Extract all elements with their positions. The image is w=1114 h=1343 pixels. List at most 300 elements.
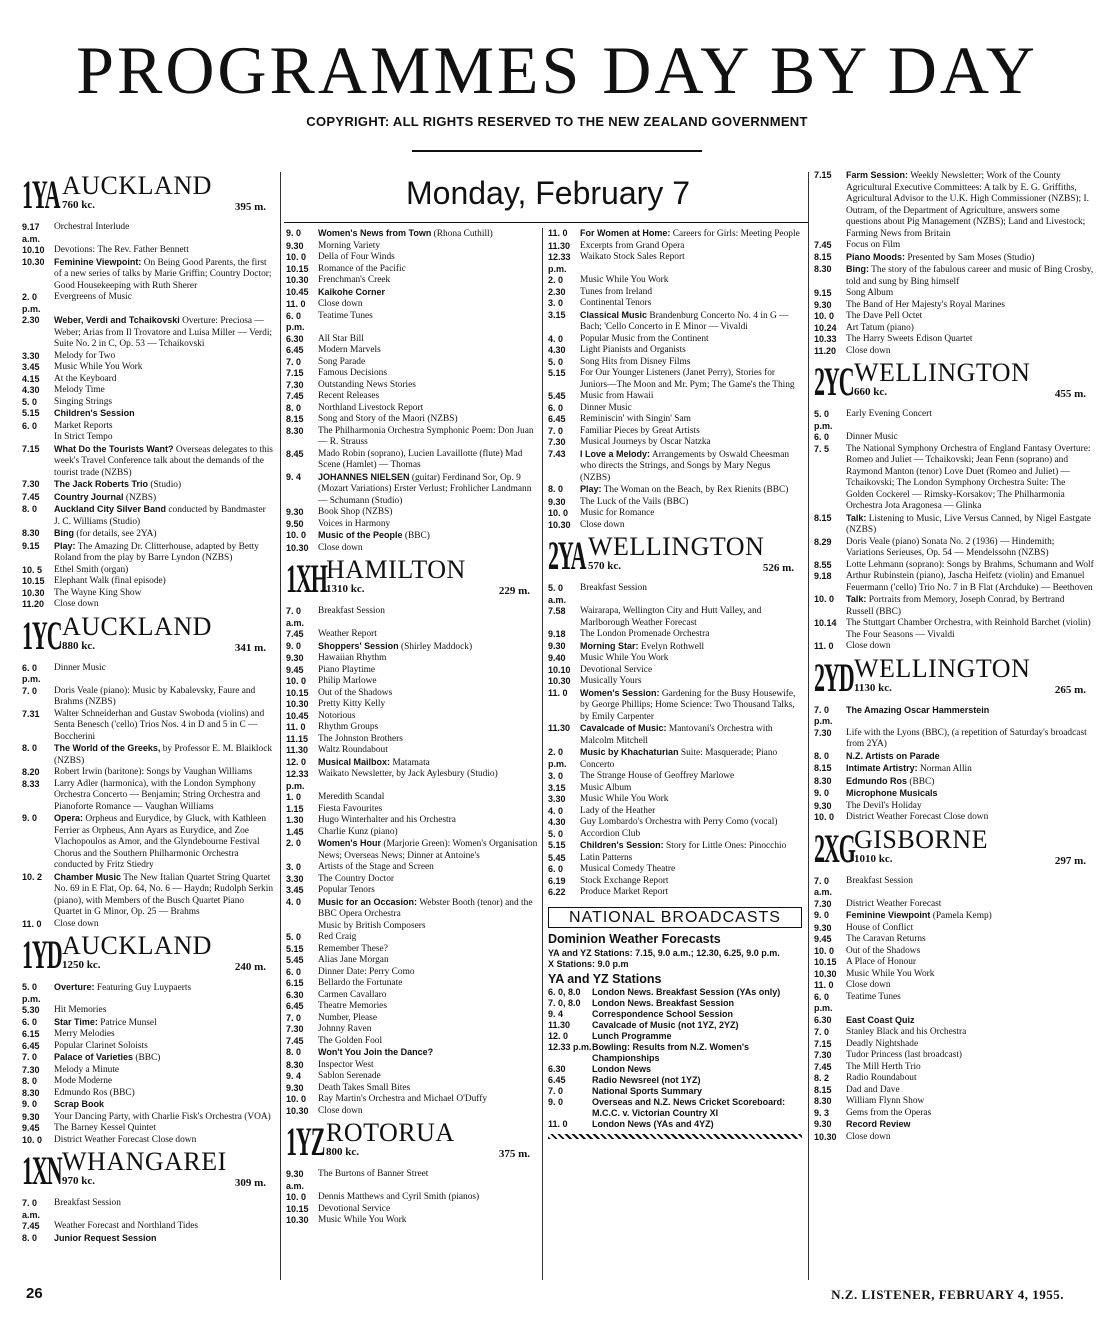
programme-title: Excerpts from Grand Opera: [580, 240, 685, 251]
programme-time: 8. 0: [814, 750, 830, 761]
programme-title: Ray Martin's Orchestra and Michael O'Duffy: [318, 1094, 488, 1104]
programme-time: 8. 0: [286, 402, 302, 413]
programme-time: 6. 0: [286, 966, 302, 977]
programme-time: 10.30: [548, 676, 571, 686]
column-divider: [542, 228, 543, 1280]
programme-title: Tudor Princess (last broadcast): [846, 1050, 963, 1060]
programme-time: 10. 0: [286, 530, 307, 540]
programme-entry: [814, 311, 1094, 323]
station-wavelength: 341 m.: [234, 641, 266, 654]
national-entry: [548, 1009, 802, 1020]
programme-title: Breakfast Session: [846, 875, 913, 886]
programme-time: 9. 0: [548, 1097, 564, 1107]
national-entry: [548, 1086, 802, 1097]
programme-title: In Strict Tempo: [54, 432, 113, 442]
station-wavelength: 297 m.: [1054, 854, 1086, 867]
issue-line: N.Z. LISTENER, FEBRUARY 4, 1955.: [831, 1287, 1064, 1302]
programme-time: 7.30: [814, 727, 832, 738]
programme-time: 8.15: [286, 414, 304, 424]
programme-time: 7.15: [814, 1038, 832, 1049]
programme-time: 4.30: [548, 817, 566, 827]
programme-time: 10.30: [22, 587, 45, 598]
programme-title: Death Takes Small Bites: [318, 1082, 411, 1093]
header-rule: [412, 150, 702, 152]
programme-entry: [548, 794, 802, 806]
programme-title: Close down: [846, 1131, 891, 1142]
programme-time: 9.15: [22, 540, 40, 551]
programme-time: 6. 0: [548, 402, 564, 413]
programme-time: 8.20: [22, 767, 40, 777]
programme-title: London News. Breakfast Session (YAs only): [592, 987, 781, 997]
programme-entry: [548, 829, 802, 841]
programme-title: Carmen Cavallaro: [318, 989, 387, 1000]
programme-title: The Amazing Oscar Hammerstein: [846, 704, 990, 715]
programme-title: Philip Marlowe: [318, 676, 377, 686]
programme-title: Microphone Musicals: [846, 788, 938, 798]
forecast-times: YA and YZ Stations: 7.15, 9.0 a.m.; 12.30, 6.25, 9.0 p.m.: [548, 947, 780, 958]
programme-entry: [286, 921, 538, 933]
station-city: WELLINGTON: [588, 532, 765, 561]
day-title: Monday, February 7: [406, 175, 690, 211]
programme-title: Market Reports: [54, 420, 113, 431]
station-call-sign: 1YD: [22, 932, 62, 977]
station-city: AUCKLAND: [62, 611, 212, 641]
programme-title: Voices in Harmony: [318, 518, 391, 529]
programme-entry: [286, 1001, 538, 1013]
programme-title: Johnny Raven: [318, 1024, 372, 1034]
programme-entry: [814, 537, 1094, 560]
programme-time: 8. 0: [22, 1232, 38, 1243]
programme-title: The Dave Pell Octet: [846, 311, 923, 321]
programme-entry: [548, 653, 802, 665]
programme-entry: [286, 874, 538, 886]
programme-title: Country Journal (NZBS): [54, 491, 157, 503]
programme-title: Out of the Shadows: [846, 945, 921, 956]
programme-title: The Golden Fool: [318, 1035, 383, 1046]
programme-entry: [286, 1083, 538, 1095]
programme-entry: [286, 1192, 538, 1204]
programme-time: 12.33 p.m.: [286, 769, 309, 791]
programme-entry: [22, 663, 274, 686]
programme-title: Fiesta Favourites: [318, 803, 383, 814]
programme-time: 1.45: [286, 826, 304, 837]
programme-title: The Caravan Returns: [846, 934, 926, 944]
station-frequency: 570 kc.: [588, 560, 621, 572]
programme-time: 11.20: [814, 345, 837, 356]
programme-entry: [814, 1039, 1094, 1051]
programme-title: The Wayne King Show: [54, 587, 142, 598]
programme-entry: [286, 838, 538, 862]
programme-entry: [548, 817, 802, 829]
programme-title: Music While You Work: [54, 362, 143, 372]
programme-entry: [286, 955, 538, 967]
programme-time: 9. 4: [548, 1009, 564, 1019]
programme-time: 8. 0: [22, 1076, 38, 1086]
programme-entry: [286, 1169, 538, 1192]
programme-title: Life with the Lyons (BBC), (a repetition of Saturday's broadcast from 2YA): [846, 727, 1087, 749]
programme-entry: [548, 252, 802, 275]
programme-time: 5. 0: [286, 932, 302, 942]
programme-entry: [814, 264, 1094, 288]
programme-entry: [286, 629, 538, 641]
programme-entry: [548, 864, 802, 876]
programme-title: Music by Khachaturian Suite: Masquerade; Piano Concerto: [580, 747, 778, 770]
programme-title: Robert Irwin (baritone): Songs by Vaughan Williams: [54, 767, 253, 777]
programme-time: 10.24: [814, 322, 837, 333]
programme-entry: [548, 876, 802, 888]
programme-title: Music While You Work: [318, 1215, 407, 1225]
programme-entry: [814, 571, 1094, 594]
programme-time: 9. 0: [22, 1099, 38, 1109]
programme-title: Guy Lombardo's Orchestra with Perry Como (vocal): [580, 817, 778, 827]
programme-title: A Place of Honour: [846, 957, 917, 967]
programme-entry: [548, 368, 802, 391]
station-header-1ya: [22, 172, 274, 220]
programme-time: 10.30: [814, 1131, 837, 1142]
programme-time: 8. 0: [22, 504, 38, 514]
programme-title: The Harry Sweets Edison Quartet: [846, 334, 973, 344]
station-header-1yd: [22, 932, 274, 980]
programme-entry: [286, 334, 538, 346]
programme-title: William Flynn Show: [846, 1096, 925, 1106]
programme-entry: [548, 310, 802, 334]
programme-title: London News. Breakfast Session: [592, 998, 735, 1008]
programme-title: London News (YAs and 4YZ): [592, 1119, 714, 1129]
station-frequency: 1130 kc.: [854, 681, 892, 694]
programme-time: 7. 0: [814, 1027, 830, 1037]
programme-time: 8. 0: [548, 484, 564, 494]
programme-title: Weather Forecast and Northland Tides: [54, 1221, 199, 1231]
programme-title: Your Dancing Party, with Charlie Fisk's Orchestra (VOA): [54, 1111, 271, 1122]
programme-time: 7.30: [814, 1050, 832, 1060]
programme-time: 9.30: [286, 507, 304, 517]
programme-time: 6. 0 p.m.: [22, 662, 41, 684]
programme-entry: [22, 686, 274, 709]
programme-time: 8.30: [286, 425, 304, 436]
column-divider: [808, 172, 809, 1280]
programme-time: 4.30: [548, 345, 566, 355]
programme-entry: [286, 357, 538, 369]
programme-time: 9.40: [548, 653, 566, 663]
programme-title: Light Pianists and Organists: [580, 345, 686, 355]
programme-entry: [286, 676, 538, 688]
programme-title: Children's Session: [54, 408, 135, 418]
programme-time: 6.22: [548, 887, 566, 897]
programme-entry: [22, 1017, 274, 1030]
programme-time: 8.33: [22, 778, 40, 789]
programme-time: 10.14: [814, 618, 837, 628]
programme-entry: [548, 641, 802, 654]
programme-time: 9. 3: [814, 1107, 830, 1118]
programme-title: Stanley Black and his Orchestra: [846, 1027, 967, 1037]
programme-time: 10.15: [22, 576, 45, 586]
programme-time: 8.15: [814, 251, 832, 262]
programme-title: Kaikohe Corner: [318, 286, 386, 297]
programme-time: 6. 0 p.m.: [286, 310, 305, 332]
programme-time: 9.18: [548, 629, 566, 639]
programme-entry: [286, 368, 538, 380]
programme-time: 6.30: [286, 989, 304, 1000]
programme-time: 2. 0: [286, 838, 302, 848]
programme-entry: [286, 641, 538, 654]
programme-title: Musically Yours: [580, 676, 642, 686]
programme-time: 8. 0: [22, 743, 38, 753]
programme-title: Arthur Rubinstein (piano), Jascha Heifetz (violin) and Emanuel Feuermann ('cello) Trio No. 7 in B Flat (Archduke) — Beethoven: [846, 571, 1093, 593]
programme-title: Hit Memories: [54, 1005, 107, 1015]
programme-time: 7. 0: [22, 685, 38, 696]
programme-entry: [286, 804, 538, 816]
programme-time: 3. 0: [548, 298, 564, 308]
programme-time: 11.15: [286, 733, 309, 744]
programme-time: 2. 0: [548, 275, 564, 285]
programme-entry: [22, 1099, 274, 1112]
programme-time: 9.50: [286, 518, 304, 529]
station-frequency: 970 kc.: [62, 1175, 95, 1187]
programme-entry: [286, 688, 538, 700]
programme-time: 6. 0 p.m.: [814, 991, 833, 1013]
programme-entry: [286, 1106, 538, 1118]
programme-entry: [548, 391, 802, 403]
programme-title: Feminine Viewpoint (Pamela Kemp): [846, 910, 992, 921]
programme-time: 9.30: [814, 299, 832, 310]
programme-time: 5. 0: [548, 356, 564, 367]
programme-time: 5. 0: [548, 828, 564, 839]
programme-time: 8.15: [814, 763, 832, 773]
programme-entry: [22, 245, 274, 257]
programme-time: 7. 0 p.m.: [814, 704, 833, 726]
programme-entry: [548, 275, 802, 287]
programme-entry: [22, 541, 274, 565]
programme-entry: [22, 444, 274, 480]
programme-title: Deadly Nightshade: [846, 1038, 919, 1049]
programme-title: Accordion Club: [580, 828, 641, 839]
national-entry: [548, 1097, 802, 1119]
forecast-times-x: X Stations: 9.0 p.m: [548, 958, 629, 969]
programme-entry: [814, 992, 1094, 1015]
programme-title: Overseas and N.Z. News Cricket Scoreboard: M.C.C. v. Victorian Country XI: [592, 1097, 786, 1118]
programme-time: 7.45: [286, 629, 304, 639]
programme-entry: [286, 897, 538, 921]
programme-title: Music While You Work: [846, 968, 935, 979]
programme-entry: [814, 763, 1094, 776]
programme-entry: [22, 813, 274, 872]
programme-title: Children's Session: Story for Little Ones: Pinocchio: [580, 840, 787, 851]
programme-title: Chamber Music The New Italian Quartet String Quartet No. 69 in E Flat, Op. 64, No. 6 — Haydn; Rudolph Serkin (piano), with Members of the Busch Quartet Piano Quartet in G Minor, Op. 25 — Brahms: [54, 871, 274, 917]
programme-entry: [548, 449, 802, 485]
column-4: [814, 170, 1094, 1280]
programme-entry: [22, 421, 274, 433]
programme-entry: [814, 300, 1094, 312]
programme-title: Singing Strings: [54, 396, 113, 407]
programme-title: Popular Tenors: [318, 885, 375, 895]
programme-entry: [814, 934, 1094, 946]
programme-time: 6. 0, 8.0: [548, 987, 581, 997]
programme-time: 1. 0: [286, 792, 302, 802]
programme-time: 9.30: [548, 496, 566, 507]
programme-time: 9.17 a.m.: [22, 222, 41, 244]
programme-time: 9. 4: [286, 471, 302, 482]
programme-title: Radio Roundabout: [846, 1073, 917, 1083]
programme-entry: [286, 403, 538, 415]
programme-entry: [286, 472, 538, 508]
programme-title: The Devil's Holiday: [846, 800, 922, 811]
programme-title: Walter Schneiderhan and Gustav Swoboda (violins) and Senta Benesch ('cello) Trios Nos. 4 in D and 5 in C — Boccherini: [54, 708, 265, 742]
programme-entry: [548, 403, 802, 415]
programme-time: 6.45: [286, 1001, 304, 1011]
programme-time: 7.45: [814, 240, 832, 250]
programme-entry: [22, 982, 274, 1005]
station-wavelength: 526 m.: [762, 562, 794, 574]
programme-entry: [22, 374, 274, 386]
programme-time: 10.30: [22, 256, 45, 267]
programme-entry: [286, 414, 538, 426]
programme-entry: [286, 722, 538, 734]
programme-entry: [814, 641, 1094, 653]
programme-time: 6.15: [286, 978, 304, 988]
programme-entry: [22, 1029, 274, 1041]
programme-time: 9.30 a.m.: [286, 1169, 305, 1191]
programme-entry: [22, 222, 274, 245]
ya-yz-heading: YA and YZ Stations: [548, 971, 662, 986]
programme-time: 10.30: [286, 699, 309, 709]
programme-time: 8.45: [286, 448, 304, 459]
programme-title: Theatre Memories: [318, 1001, 387, 1011]
programme-entry: [548, 629, 802, 641]
programme-time: 6.15: [22, 1029, 40, 1039]
programme-title: Farm Session: Weekly Newsletter; Work of the County Agricultural Executive Committees: A talk by E. G. Griffiths, Agricultural Advisor to the U.K. High Commissioner (NZBS); I. Outram, of the Department of Agriculture, answers some questions about Pig Management (NZBS); Land and Livestock; Farming News from Britain: [846, 170, 1089, 239]
programme-title: Tunes from Ireland: [580, 286, 653, 297]
programme-time: 10.15: [286, 1203, 309, 1214]
programme-time: 3.15: [548, 782, 566, 793]
programme-entry: [22, 479, 274, 492]
programme-entry: [548, 747, 802, 771]
station-frequency: 1010 kc.: [854, 852, 893, 865]
programme-time: 6.45: [286, 345, 304, 355]
programme-entry: [286, 606, 538, 629]
programme-entry: [22, 385, 274, 397]
programme-entry: [814, 812, 1094, 824]
programme-title: Out of the Shadows: [318, 687, 393, 698]
programme-title: Art Tatum (piano): [846, 322, 914, 333]
programme-entry: [814, 170, 1094, 240]
programme-title: Devotional Service: [580, 664, 653, 675]
programme-entry: [286, 264, 538, 276]
programme-title: Music for Romance: [580, 508, 655, 518]
programme-time: 3. 0: [548, 771, 564, 781]
programme-entry: [548, 520, 802, 532]
programme-title: Musical Journeys by Oscar Natzka: [580, 437, 711, 447]
programme-time: 10. 0: [286, 252, 307, 262]
programme-time: 4. 0: [548, 805, 564, 816]
programme-entry: [548, 688, 802, 724]
programme-entry: [814, 728, 1094, 751]
programme-entry: [286, 653, 538, 665]
programme-title: Edmundo Ros (BBC): [846, 775, 935, 787]
programme-time: 6. 0: [548, 864, 564, 874]
column-divider: [280, 172, 281, 1280]
programme-title: Artists of the Stage and Screen: [318, 862, 434, 872]
station-call-sign: 1YA: [22, 172, 60, 217]
programme-time: 11. 0: [548, 1119, 568, 1129]
programme-time: 10. 0: [814, 594, 835, 604]
programme-entry: [814, 788, 1094, 801]
station-wavelength: 309 m.: [234, 1177, 266, 1189]
programme-title: Northland Livestock Report: [318, 402, 424, 413]
programme-title: Close down: [846, 641, 891, 651]
programme-time: 6. 0: [22, 1016, 38, 1027]
programme-title: Orchestral Interlude: [54, 222, 130, 232]
programme-entry: [22, 919, 274, 931]
programme-entry: [814, 876, 1094, 899]
programme-title: Teatime Tunes: [846, 991, 901, 1002]
programme-title: Romance of the Pacific: [318, 263, 406, 274]
programme-title: At the Keyboard: [54, 373, 117, 384]
programme-title: District Weather Forecast: [846, 898, 942, 909]
programme-title: Piano Moods: Presented by Sam Moses (Studio): [846, 251, 1035, 263]
programme-time: 8.30: [814, 1096, 832, 1106]
column-3: [548, 228, 802, 1278]
programme-title: Cavalcade of Music: Mantovani's Orchestra with Malcolm Mitchell: [580, 723, 773, 746]
programme-time: 10.30: [814, 968, 837, 979]
programme-entry: [22, 257, 274, 293]
programme-entry: [814, 288, 1094, 300]
programme-entry: [286, 1204, 538, 1216]
programme-entry: [22, 292, 274, 315]
programme-title: Music of the People (BBC): [318, 530, 430, 541]
programme-time: 8.29: [814, 536, 832, 547]
programme-entry: [814, 899, 1094, 911]
programme-title: Women's Hour (Marjorie Green): Women's Organisation News; Overseas News; Dinner at Antoine's: [318, 838, 538, 861]
programme-title: The Country Doctor: [318, 873, 395, 884]
programme-time: 4.15: [22, 373, 40, 384]
programme-title: Correspondence School Session: [592, 1009, 734, 1019]
programme-time: 8. 2: [814, 1073, 830, 1083]
programme-title: For Our Younger Listeners (Janet Perry), Stories for Juniors—The Moon and Mr. Pym; The Game's the Thing: [580, 368, 795, 390]
programme-time: 3.45: [22, 362, 40, 372]
programme-entry: [548, 298, 802, 310]
programme-entry: [22, 599, 274, 611]
programme-title: Music While You Work: [580, 275, 669, 285]
programme-title: Bing (for details, see 2YA): [54, 528, 157, 539]
programme-entry: [814, 346, 1094, 358]
programme-entry: [548, 437, 802, 449]
programme-entry: [814, 513, 1094, 537]
programme-time: 7.30: [22, 1064, 40, 1075]
programme-time: 6.30: [548, 1064, 566, 1074]
programme-time: 2.30: [22, 315, 40, 325]
programme-title: Breakfast Session: [580, 583, 647, 593]
station-frequency: 760 kc.: [62, 199, 95, 211]
programme-time: 7.45: [286, 391, 304, 401]
programme-title: Close down: [54, 918, 99, 929]
programme-time: 8.55: [814, 559, 832, 570]
programme-title: Melody a Minute: [54, 1064, 120, 1075]
programme-entry: [548, 723, 802, 747]
programme-title: Early Evening Concert: [846, 409, 932, 419]
programme-time: 12.33 p.m.: [548, 252, 571, 274]
programme-title: Melody for Two: [54, 350, 116, 361]
programme-time: 5.30: [22, 1005, 40, 1015]
programme-entry: [286, 507, 538, 519]
programme-time: 9.30: [286, 1082, 304, 1093]
station-city: WELLINGTON: [854, 653, 1031, 683]
programme-title: Close down: [54, 599, 99, 609]
national-entry: [548, 1064, 802, 1075]
programme-entry: [286, 665, 538, 677]
station-header-1yz: [286, 1119, 538, 1167]
programme-title: What Do the Tourists Want? Overseas delegates to this week's Travel Conference talk about the demands of the tourist trade (NZBS): [54, 443, 273, 478]
station-city: WELLINGTON: [854, 358, 1031, 387]
